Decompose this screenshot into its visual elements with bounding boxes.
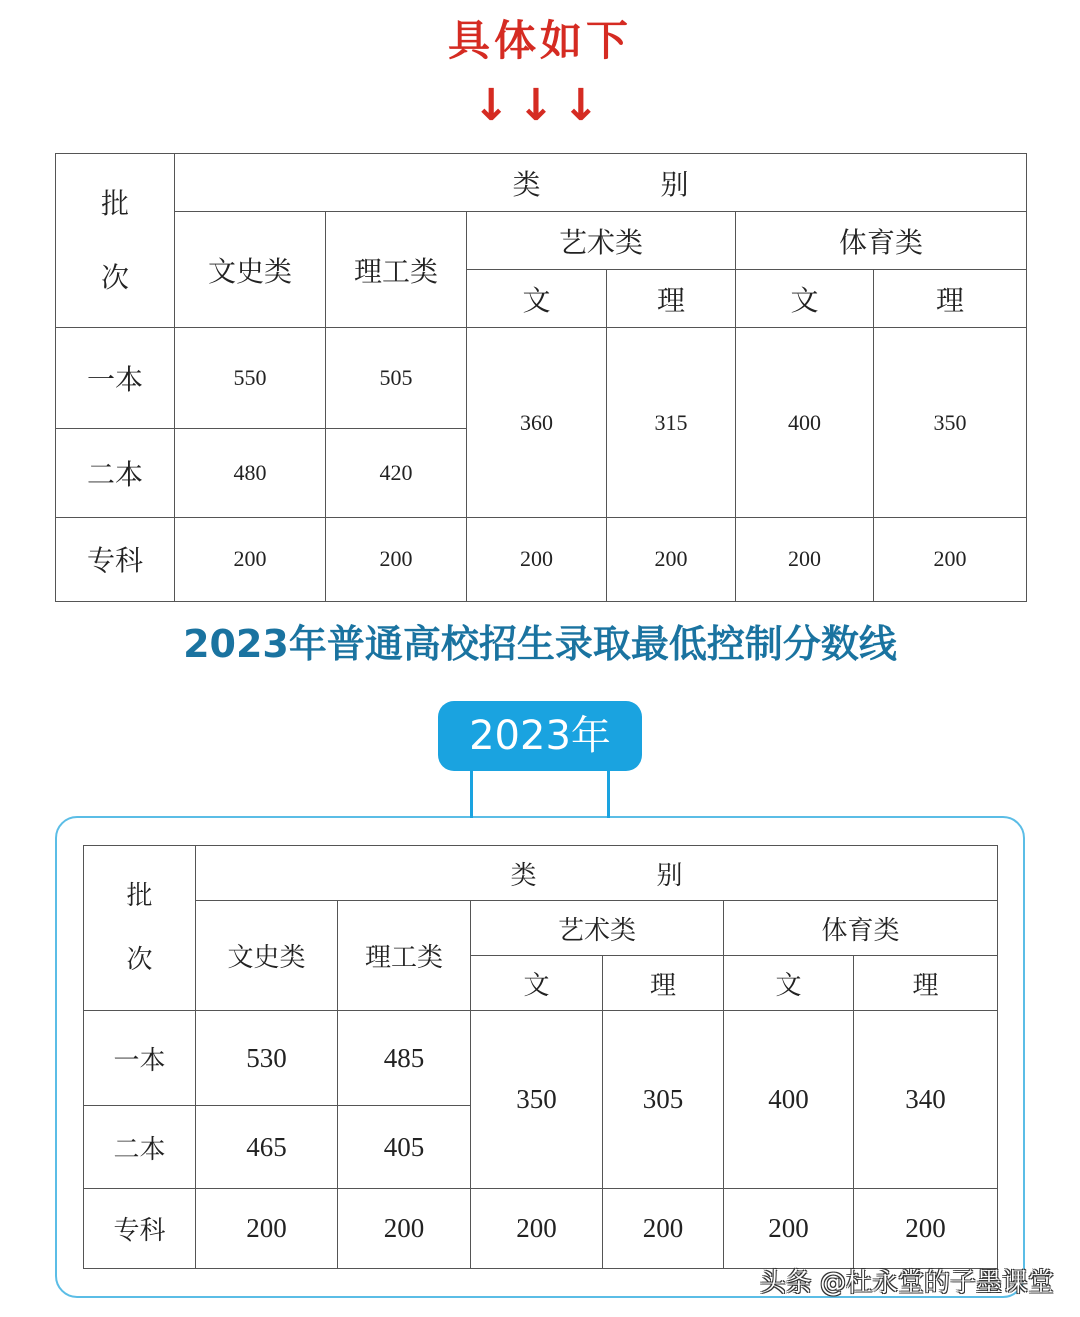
sub-wen: 文: [736, 270, 874, 328]
score-table-2023: [83, 845, 998, 1269]
batch-header: 批 次: [56, 154, 175, 328]
col-yishu: 艺术类: [467, 212, 736, 270]
down-arrows-icon: ↓↓↓: [472, 80, 608, 131]
row-label: 一本: [56, 328, 175, 428]
table-cell: 465: [196, 1106, 338, 1189]
table-cell: 340: [854, 1011, 998, 1189]
table-cell: 315: [607, 328, 736, 517]
sub-li: 理: [607, 270, 736, 328]
col-tiyu: 体育类: [724, 901, 998, 956]
col-ligong: 理工类: [326, 212, 467, 328]
table-cell: 200: [724, 1189, 854, 1269]
table-cell: 305: [603, 1011, 724, 1189]
table-cell: 200: [338, 1189, 471, 1269]
row-label: 专科: [56, 517, 175, 601]
table-cell: 400: [736, 328, 874, 517]
watermark: 头条 @杜永堂的子墨课堂: [759, 1268, 1054, 1298]
table-cell: 480: [175, 428, 326, 517]
sub-wen: 文: [724, 956, 854, 1011]
table-cell: 200: [854, 1189, 998, 1269]
batch-header: 批 次: [84, 846, 196, 1011]
table-cell: 200: [471, 1189, 603, 1269]
table-cell: 200: [467, 517, 607, 601]
col-ligong: 理工类: [338, 901, 471, 1011]
table-cell: 200: [326, 517, 467, 601]
connector-line: [607, 770, 610, 818]
page-title: 具体如下: [447, 16, 632, 65]
table-cell: 200: [607, 517, 736, 601]
sub-wen: 文: [471, 956, 603, 1011]
sub-wen: 文: [467, 270, 607, 328]
table-cell: 350: [471, 1011, 603, 1189]
table-cell: 405: [338, 1106, 471, 1189]
table-cell: 200: [175, 517, 326, 601]
section-subtitle: 2023年普通高校招生录取最低控制分数线: [183, 622, 897, 666]
col-tiyu: 体育类: [736, 212, 1027, 270]
sub-li: 理: [603, 956, 724, 1011]
table-cell: 485: [338, 1011, 471, 1106]
table-cell: 550: [175, 328, 326, 428]
year-badge: 2023年: [438, 701, 642, 771]
col-wenshi: 文史类: [175, 212, 326, 328]
table-cell: 200: [874, 517, 1027, 601]
table-cell: 350: [874, 328, 1027, 517]
row-label: 一本: [84, 1011, 196, 1106]
sub-li: 理: [854, 956, 998, 1011]
table-cell: 200: [736, 517, 874, 601]
sub-li: 理: [874, 270, 1027, 328]
table-cell: 200: [603, 1189, 724, 1269]
score-table-upper: [55, 153, 1027, 602]
table-cell: 530: [196, 1011, 338, 1106]
col-wenshi: 文史类: [196, 901, 338, 1011]
table-cell: 420: [326, 428, 467, 517]
category-header: 类 别: [175, 154, 1027, 212]
row-label: 专科: [84, 1189, 196, 1269]
connector-line: [470, 770, 473, 818]
table-cell: 200: [196, 1189, 338, 1269]
col-yishu: 艺术类: [471, 901, 724, 956]
table-cell: 360: [467, 328, 607, 517]
table-cell: 400: [724, 1011, 854, 1189]
row-label: 二本: [84, 1106, 196, 1189]
table-cell: 505: [326, 328, 467, 428]
row-label: 二本: [56, 428, 175, 517]
category-header: 类 别: [196, 846, 998, 901]
